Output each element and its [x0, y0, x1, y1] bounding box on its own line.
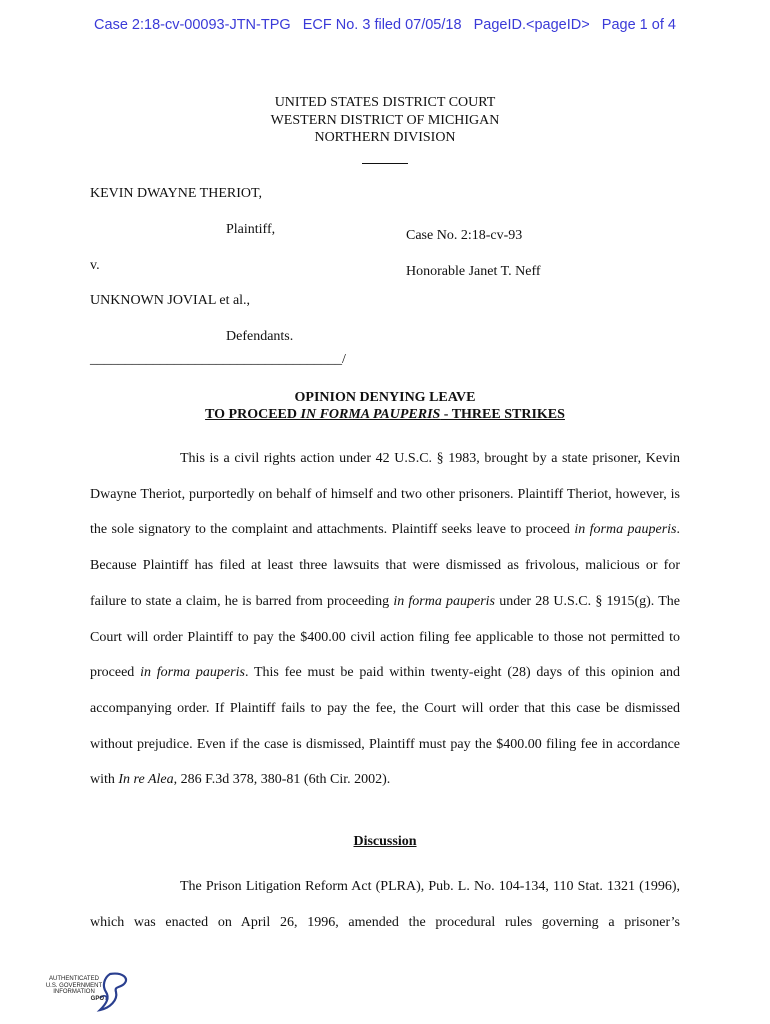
ecf-header: Case 2:18-cv-00093-JTN-TPG ECF No. 3 filed 07/05/18 PageID.<pageID> Page 1 of 4 — [94, 17, 676, 33]
judge-name: Honorable Janet T. Neff — [406, 264, 541, 279]
title-line-2a: TO PROCEED — [205, 407, 301, 422]
para1-case-citation: In re Alea — [118, 772, 174, 788]
para1-text-5: , 286 F.3d 378, 380-81 (6th Cir. 2002). — [173, 772, 391, 788]
para1-italic-3: in forma pauperis — [140, 665, 245, 681]
seal-line-4: GPO — [90, 995, 104, 1002]
title-line-1: OPINION DENYING LEAVE — [294, 390, 476, 405]
para1-text-3: under 28 U.S.C. § 1915(g). The Court will order Plaintiff to pay the $400.00 civil action filing fee applicable to those not permitted to proceed — [90, 593, 680, 681]
opinion-paragraph-1 — [90, 441, 680, 798]
para1-italic-2: in forma pauperis — [393, 593, 496, 609]
para1-text-4: . This fee must be paid within twenty-eight (28) days of this opinion and accompanying order. If Plaintiff fails to pay the fee, the Court will order that this case be dismissed without prejudice. Even if the case is dismissed, Plaintiff must pay the $400.00 filing fee in accordance with — [90, 665, 680, 788]
court-district: WESTERN DISTRICT OF MICHIGAN — [270, 112, 500, 128]
court-heading-rule — [362, 163, 408, 164]
seal-line-1: AUTHENTICATED — [49, 976, 99, 982]
opinion-title — [0, 389, 770, 423]
discussion-text: The Prison Litigation Reform Act (PLRA), Pub. L. No. 104-134, 110 Stat. 1321 (1996), which was enacted on April 26, 1996, amended the procedural rules governing a prisoner’s — [90, 879, 680, 930]
discussion-heading: Discussion — [353, 834, 417, 849]
gpo-seal-text — [44, 976, 104, 1002]
discussion-paragraph — [90, 869, 680, 940]
para1-italic-1: in forma pauperis — [574, 522, 677, 538]
para1-text-1: This is a civil rights action under 42 U.S.C. § 1983, brought by a state prisoner, Kevin Dwayne Theriot, purportedly on behalf of himself and two other prisoners. Plaintiff Theriot, however, is the sole signatory to the complaint and attachments. Plaintiff seeks leave to proceed — [90, 451, 680, 538]
defendant-role: Defendants. — [226, 329, 294, 344]
versus-label: v. — [90, 258, 100, 273]
seal-line-3: INFORMATION — [53, 989, 95, 995]
defendant-name: UNKNOWN JOVIAL et al., — [90, 293, 251, 308]
court-name: UNITED STATES DISTRICT COURT — [274, 95, 496, 110]
gpo-authentication-seal — [40, 970, 135, 1014]
court-heading — [0, 94, 770, 164]
seal-line-2: U.S. GOVERNMENT — [45, 982, 103, 989]
plaintiff-name: KEVIN DWAYNE THERIOT, — [90, 186, 262, 201]
caption-rule: ____________________________________/ — [90, 352, 346, 367]
case-number: Case No. 2:18-cv-93 — [406, 228, 523, 243]
title-line-2b: IN FORMA PAUPERIS — [300, 407, 441, 422]
para1-text-2: . Because Plaintiff has filed at least three lawsuits that were dismissed as frivolous, malicious or for failure to state a claim, he is barred from proceeding — [90, 522, 681, 609]
title-line-2c: - THREE STRIKES — [440, 407, 565, 422]
plaintiff-role: Plaintiff, — [226, 222, 276, 237]
title-line-2 — [0, 406, 770, 423]
court-division: NORTHERN DIVISION — [314, 130, 456, 145]
